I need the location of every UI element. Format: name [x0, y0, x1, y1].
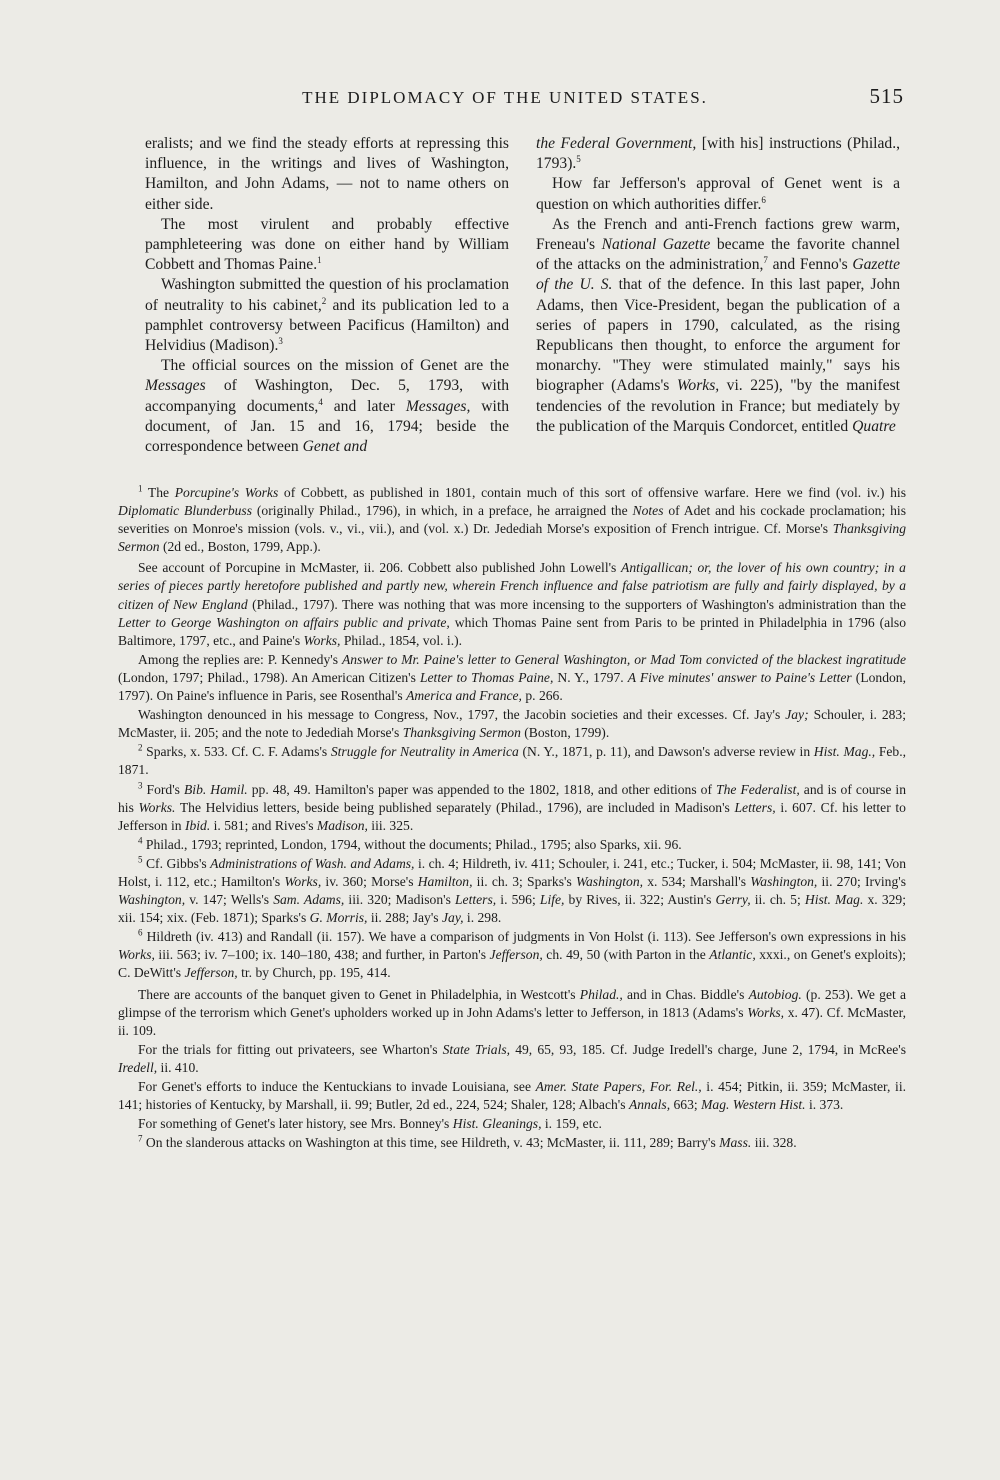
footnote: $^7$ On the slanderous attacks on Washington at this time, see Hildreth, v. 43; McMaster, ii. 111, 289; Barry's Mass. iii. 328. — [138, 1133, 797, 1151]
paragraph: As the French and anti-French factions grew warm, Freneau's National Gazette became the favorite channel of the attacks on the administration,$^7$ and Fenno's Gazette of the U. S. that of the defence. In this last paper, John Adams, then Vice-President, began the publication of a series of papers in 1790, calculated, as the rising Republicans then thought, to enforce the argument for monarchy. "They were stimulated mainly," says his biographer (Adams's Works, vi. 225), "by the manifest tendencies of the revolution in France; but mediately by the publication of the Marquis Condorcet, entitled Quatre — [536, 215, 901, 435]
footnote: Among the replies are: P. Kennedy's Answer to Mr. Paine's letter to General Washington, or Mad Tom convicted of the blackest ingratitude (London, 1797; Philad., 1798). An American Citizen's Letter to Thomas Paine, N. Y., 1797. A Five minutes' answer to Paine's Letter (London, 1797). On Paine's influence in Paris, see Rosenthal's America and France, p. 266. — [118, 651, 907, 704]
right-column — [536, 134, 900, 474]
footnote: For something of Genet's later history, see Mrs. Bonney's Hist. Gleanings, i. 159, etc. — [138, 1116, 602, 1132]
paragraph: The most virulent and probably effective pamphleteering was done on either hand by William Cobbett and Thomas Paine.$^1$ — [145, 215, 509, 274]
footnote: See account of Porcupine in McMaster, ii. 206. Cobbett also published John Lowell's Antigallican; or, the lover of his own country; in a series of pieces partly heretofore published and partly new, wherein French influence and false patriotism are fully and fairly displayed, by a citizen of New England (Philad., 1797). There was nothing that was more incensing to the supporters of Washington's administration than the Letter to George Washington on affairs public and private, which Thomas Paine sent from Paris to be printed in Philadelphia in 1796 (also Baltimore, 1797, etc., and Paine's Works, Philad., 1854, vol. i.). — [118, 560, 906, 648]
footnotes — [118, 484, 906, 1153]
footnote: $^6$ Hildreth (iv. 413) and Randall (ii. 157). We have a comparison of judgments in Von Holst (i. 113). See Jefferson's own expressions in his Works, iii. 563; iv. 7–100; ix. 140–180, 438; and further, in Parton's Jefferson, ch. 49, 50 (with Parton in the Atlantic, xxxi., on Genet's exploits); C. DeWitt's Jefferson, tr. by Church, pp. 195, 414. — [118, 927, 906, 981]
footnote: Washington denounced in his message to Congress, Nov., 1797, the Jacobin societies and their excesses. Cf. Jay's Jay; Schouler, i. 283; McMaster, ii. 205; and the note to Jedediah Morse's Thanksgiving Sermon (Boston, 1799). — [118, 707, 906, 741]
body-text — [145, 134, 900, 474]
page-number: 515 — [869, 84, 904, 108]
footnote: $^4$ Philad., 1793; reprinted, London, 1794, without the documents; Philad., 1795; also Sparks, xii. 96. — [138, 835, 682, 852]
paragraph: How far Jefferson's approval of Genet went is a question on which authorities differ.$^6$ — [536, 175, 900, 213]
footnote: There are accounts of the banquet given to Genet in Philadelphia, in Westcott's Philad., and in Chas. Biddle's Autobiog. (p. 253). We get a glimpse of the terrorism which Genet's upholders worked up in John Adams's letter to Jefferson, in 1813 (Adams's Works, x. 47). Cf. McMaster, ii. 109. — [118, 986, 906, 1038]
paragraph: The official sources on the mission of Genet are the Messages of Washington, Dec. 5, 1793, with accompanying documents,$^4$ and later Messages, with document, of Jan. 15 and 16, 1794; beside the correspondence between Genet and — [145, 357, 509, 456]
footnote: $^2$ Sparks, x. 533. Cf. C. F. Adams's Struggle for Neutrality in America (N. Y., 1871, p. 11), and Dawson's adverse review in Hist. Mag., Feb., 1871. — [118, 742, 907, 778]
footnote: $^3$ Ford's Bib. Hamil. pp. 48, 49. Hamilton's paper was appended to the 1802, 1818, and other editions of The Federalist, and is of course in his Works. The Helvidius letters, beside being published separately (Philad., 1796), are included in Madison's Letters, i. 607. Cf. his letter to Jefferson in Ibid. i. 581; and Rives's Madison, iii. 325. — [118, 779, 906, 833]
footnote: $^1$ The Porcupine's Works of Cobbett, as published in 1801, contain much of this sort of offensive warfare. Here we find (vol. iv.) his Diplomatic Blunderbuss (originally Philad., 1796), in which, in a preface, he arraigned the Notes of Adet and his cockade proclamation; his severities on Monroe's mission (vols. v., vi., vii.), and (vol. x.) Dr. Jedediah Morse's exposition of French intrigue. Cf. Morse's Thanksgiving Sermon (2d ed., Boston, 1799, App.). — [118, 483, 906, 555]
running-head: THE DIPLOMACY OF THE UNITED STATES. — [302, 88, 708, 107]
footnote: $^5$ Cf. Gibbs's Administrations of Wash. and Adams, i. ch. 4; Hildreth, iv. 411; Schouler, i. 241, etc.; Tucker, i. 504; McMaster, ii. 98, 141; Von Holst, i. 112, etc.; Hamilton's Works, iv. 360; Morse's Hamilton, ii. ch. 3; Sparks's Washington, x. 534; Marshall's Washington, ii. 270; Irving's Washington, v. 147; Wells's Sam. Adams, iii. 320; Madison's Letters, i. 596; Life, by Rives, ii. 322; Austin's Gerry, ii. ch. 5; Hist. Mag. x. 329; xii. 154; xix. (Feb. 1871); Sparks's G. Morris, ii. 288; Jay's Jay, i. 298. — [118, 854, 906, 926]
paragraph: Washington submitted the question of his proclamation of neutrality to his cabinet,$^2$ and its publication led to a pamphlet controversy between Pacificus (Hamilton) and Helvidius (Madison).$^3$ — [145, 276, 509, 355]
footnote: For the trials for fitting out privateers, see Wharton's State Trials, 49, 65, 93, 185. Cf. Judge Iredell's charge, June 2, 1794, in McRee's Iredell, ii. 410. — [118, 1041, 906, 1075]
paragraph: eralists; and we find the steady efforts at repressing this influence, in the writings and lives of Washington, Hamilton, and John Adams, — not to name others on either side. — [145, 135, 509, 213]
footnote: For Genet's efforts to induce the Kentuckians to invade Louisiana, see Amer. State Papers, For. Rel., i. 454; Pitkin, ii. 359; McMaster, ii. 141; histories of Kentucky, by Marshall, ii. 99; Butler, 2d ed., 224, 524; Shaler, 128; Albach's Annals, 663; Mag. Western Hist. i. 373. — [118, 1079, 907, 1113]
left-column — [145, 134, 509, 474]
paragraph: the Federal Government, [with his] instructions (Philad., 1793).$^5$ — [536, 135, 901, 173]
